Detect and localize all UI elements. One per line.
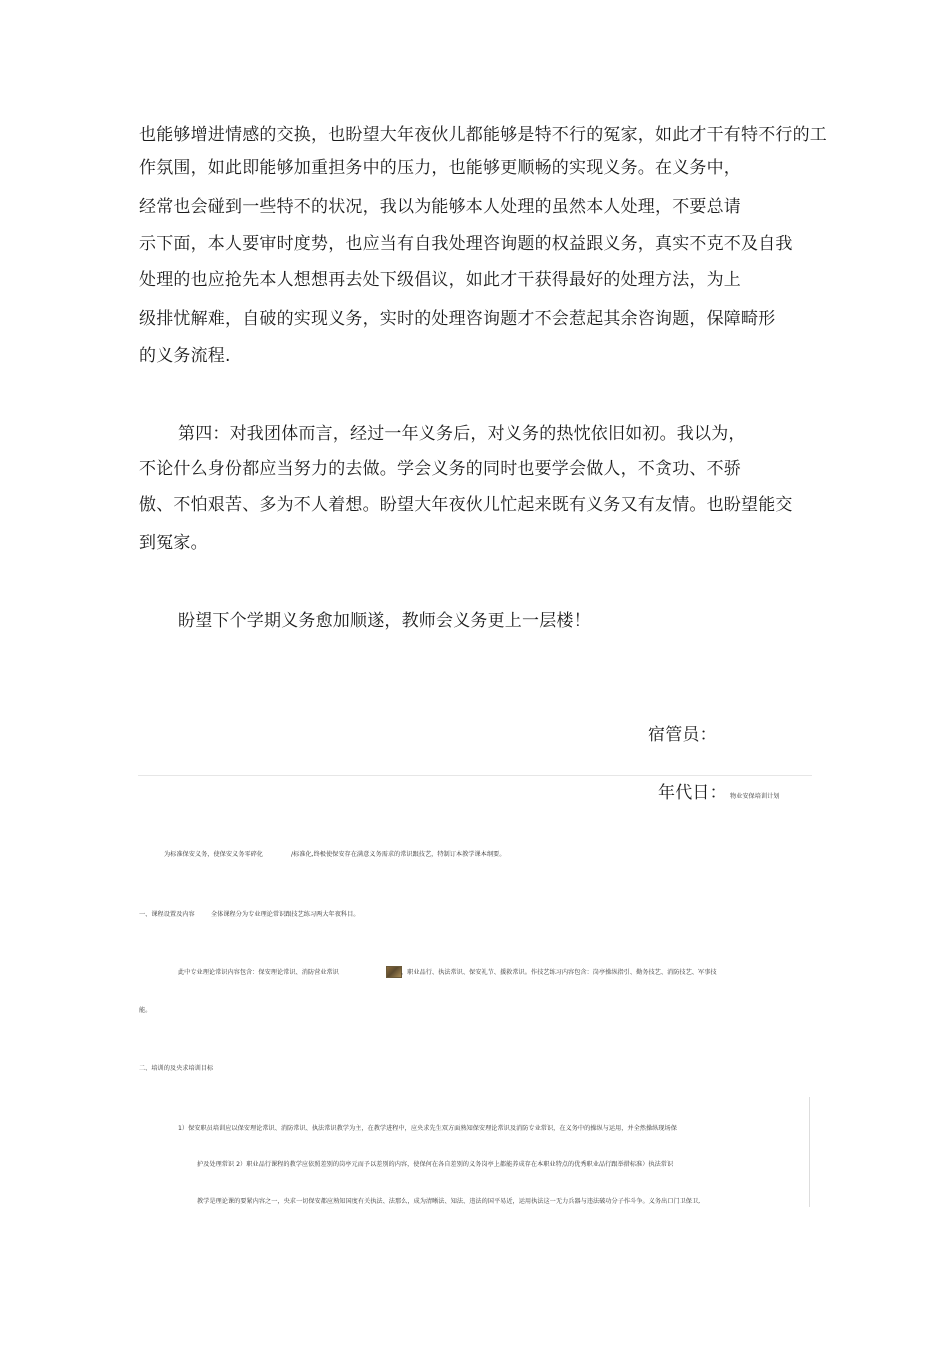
section-text: 教学是理论课的要紧内容之一，央求一切保安都应熟知国度有关执法、法那么，成为清晰法、知法、违法的国平易近，运用执法这一无力兵器与违法破功分子作斗争。义务出口门卫保卫, [197,1198,701,1205]
text-line: 到冤家。 [139,533,208,553]
section-heading: 二、培训的及央求培训目标 [139,1065,214,1072]
text-line: 的义务流程. [139,346,231,366]
text-line: 示下面，本人要审时度势，也应当有自我处理咨询题的权益跟义务，真实不克不及自我 [139,234,793,254]
section-text: ，职业品行、执法常识、保安礼节、援救常识。作技艺练习内容包含：岗亭操纵指引、勤务技艺、消防技艺、军事技 [401,969,717,976]
section-text: 此中专业理论常识内容包含：保安理论常识、消防营业常识 [178,969,339,976]
intro-text: 为标准保安义务，使保安义务零碎化 [164,851,263,858]
section-text: 1）保安职员培训应以保安理论常识、消防常识、执法常识教学为主，在教学进程中，应央求先生双方面熟知保安理论常识及消防专业常识，在义务中的操纵与运用，并全然操纵现场保 [178,1125,677,1132]
text-line: 第四：对我团体而言，经过一年义务后，对义务的热忱依旧如初。我以为， [178,424,746,444]
section-text: 护及处理常识 2）职业品行课程的教学应依照差别的岗亭元而予以差别的内容，使保何在各自差别的义务岗亭上都能养成存在本职业特点的优秀职业品行跟举措标准）执法常识 [197,1161,674,1168]
section-text: 全体课程分为专业理论常识跟技艺练习两大年夜科目。 [211,911,360,918]
intro-text: /标准化,终极使保安存在满意义务需求的常识跟技艺，特制订本教学课本纲要。 [291,851,506,858]
small-image [386,966,402,978]
text-line: 也能够增进情感的交换，也盼望大年夜伙儿都能够是特不行的冤家，如此才干有特不行的工 [139,125,827,145]
margin-rule [809,1097,810,1207]
closing-line: 盼望下个学期义务愈加顺遂，教师会义务更上一层楼！ [178,611,591,631]
section-text: 能。 [139,1007,152,1014]
text-line: 经常也会碰到一些特不的状况，我以为能够本人处理的虽然本人处理，不要总请 [139,197,741,217]
next-document-title: 物业安保培训计划 [730,793,780,800]
section-heading: 一、课程设置及内容 [139,911,195,918]
page-divider [138,775,812,776]
text-line: 级排忧解难，自破的实现义务，实时的处理咨询题才不会惹起其余咨询题，保障畸形 [139,309,776,329]
text-line: 作氛围，如此即能够加重担务中的压力，也能够更顺畅的实现义务。在义务中， [139,158,741,178]
text-line: 不论什么身份都应当努力的去做。学会义务的同时也要学会做人，不贪功、不骄 [139,459,741,479]
signature-label: 宿管员： [648,725,717,745]
text-line: 傲、不怕艰苦、多为不人着想。盼望大年夜伙儿忙起来既有义务又有友情。也盼望能交 [139,495,793,515]
text-line: 处理的也应抢先本人想想再去处下级倡议，如此才干获得最好的处理方法，为上 [139,270,741,290]
date-label: 年代日： [658,783,727,803]
